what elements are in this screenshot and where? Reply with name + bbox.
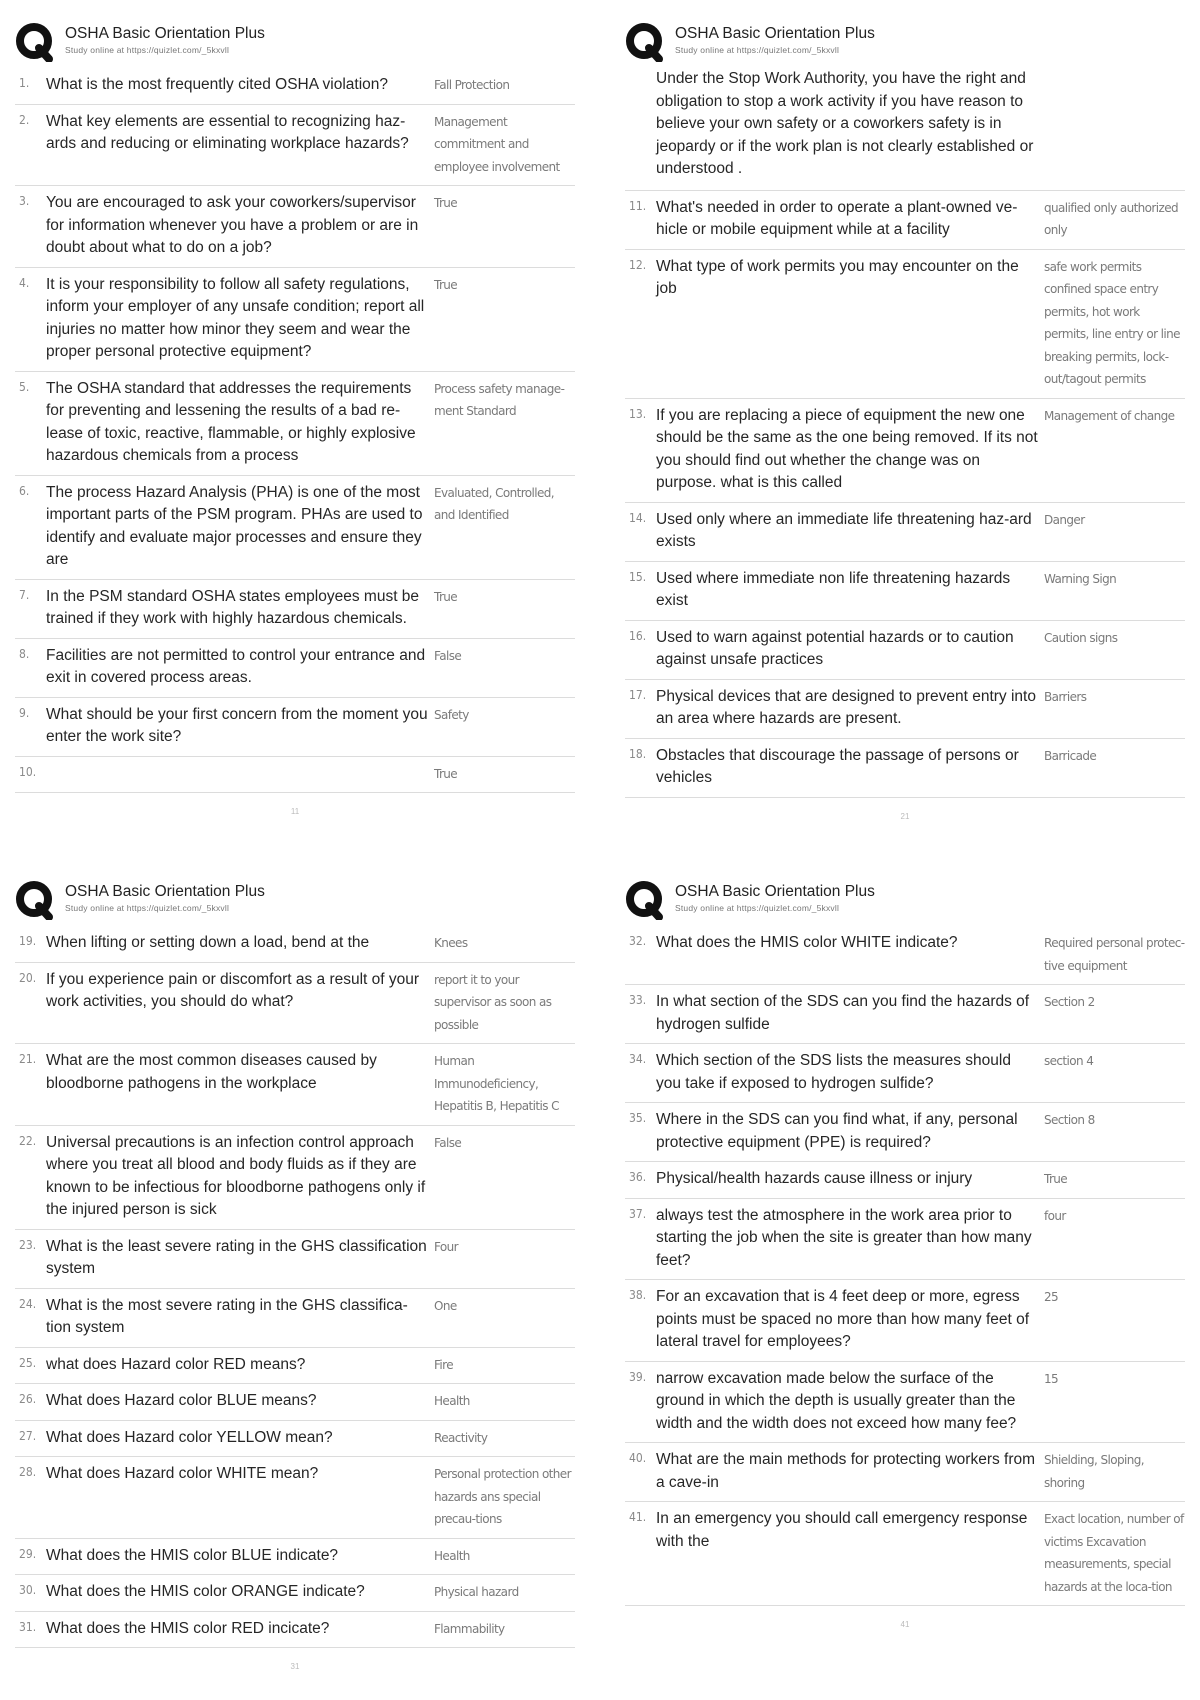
flashcard-row bbox=[625, 739, 1185, 798]
item-question: Facilities are not permitted to control your entrance and exit in covered process areas. bbox=[46, 646, 426, 686]
flashcard-row bbox=[15, 1230, 575, 1289]
item-number: 30. bbox=[19, 1583, 37, 1597]
flashcard-row bbox=[625, 1103, 1185, 1162]
item-number: 39. bbox=[629, 1369, 647, 1384]
item-number: 11. bbox=[629, 198, 647, 213]
item-question: narrow excavation made below the surface of the ground in which the depth is usually greater than the width and the width does not exceed how many fee? bbox=[656, 1369, 1017, 1432]
item-number: 9. bbox=[19, 705, 30, 720]
item-answer: Section 2 bbox=[1044, 995, 1095, 1009]
item-answer: True bbox=[434, 277, 458, 292]
item-number: 36. bbox=[629, 1170, 647, 1184]
item-number: 13. bbox=[629, 406, 647, 421]
item-number: 23. bbox=[19, 1237, 37, 1252]
document-page-3 bbox=[15, 878, 575, 1671]
item-number: 17. bbox=[629, 687, 647, 702]
item-question: The OSHA standard that addresses the requirements for preventing and lessening the results of a bad re-lease of toxic, reactive, flammable, or highly explosive hazardous chemicals from a process bbox=[46, 379, 416, 464]
item-number: 10. bbox=[19, 764, 37, 779]
item-answer: True bbox=[434, 589, 458, 604]
item-answer: Section 8 bbox=[1044, 1113, 1095, 1127]
item-answer: Caution signs bbox=[1044, 630, 1118, 645]
item-answer: four bbox=[1044, 1208, 1066, 1223]
item-answer: Physical hazard bbox=[434, 1585, 519, 1599]
item-answer: Reactivity bbox=[434, 1430, 488, 1445]
flashcard-row bbox=[15, 926, 575, 963]
item-answer: Health bbox=[434, 1394, 470, 1408]
header-subtitle: Study online at https://quizlet.com/_5kxvll bbox=[65, 903, 230, 913]
item-answer: Flammability bbox=[434, 1621, 505, 1636]
item-answer: qualified only authorized only bbox=[1044, 200, 1178, 237]
item-number: 33. bbox=[629, 993, 647, 1007]
flashcard-row bbox=[15, 1044, 575, 1126]
item-question: What does Hazard color WHITE mean? bbox=[46, 1465, 319, 1482]
quizlet-logo-icon bbox=[15, 880, 55, 920]
item-answer: Evaluated, Controlled, and Identified bbox=[434, 485, 554, 522]
item-question: What are the most common diseases caused by bloodborne pathogens in the workplace bbox=[46, 1052, 377, 1092]
flashcard-row bbox=[625, 1199, 1185, 1281]
item-number: 5. bbox=[19, 379, 30, 394]
item-question: always test the atmosphere in the work area prior to starting the job when the site is greater than how many feet? bbox=[656, 1206, 1032, 1269]
item-answer: Barriers bbox=[1044, 689, 1087, 704]
flashcard-row bbox=[15, 268, 575, 372]
item-question: Physical devices that are designed to prevent entry into an area where hazards are present. bbox=[656, 687, 1036, 727]
quizlet-logo-icon bbox=[625, 22, 665, 62]
item-answer: Management of change bbox=[1044, 408, 1175, 423]
flashcard-row bbox=[15, 1421, 575, 1458]
page-number: 31 bbox=[290, 1662, 300, 1671]
flashcard-row bbox=[625, 399, 1185, 503]
item-question: What should be your first concern from the moment you enter the work site? bbox=[46, 705, 428, 745]
item-answer: Knees bbox=[434, 936, 468, 950]
item-question: In what section of the SDS can you find the hazards of hydrogen sulfide bbox=[656, 993, 1030, 1033]
flashcard-row bbox=[15, 372, 575, 476]
item-question: The process Hazard Analysis (PHA) is one of the most important parts of the PSM program. PHAs are used to identify and evaluate major processes and ensure they are bbox=[46, 483, 423, 568]
flashcard-row bbox=[15, 476, 575, 580]
flashcard-row bbox=[15, 757, 575, 794]
flashcard-row bbox=[15, 698, 575, 757]
flashcard-row bbox=[625, 503, 1185, 562]
item-number: 3. bbox=[19, 194, 30, 208]
header-subtitle: Study online at https://quizlet.com/_5kxvll bbox=[675, 903, 840, 913]
item-number: 7. bbox=[19, 587, 30, 602]
item-number: 35. bbox=[629, 1111, 647, 1125]
item-answer: True bbox=[434, 196, 458, 210]
header-title: OSHA Basic Orientation Plus bbox=[675, 883, 875, 900]
item-answer: True bbox=[1044, 1172, 1068, 1186]
item-question bbox=[46, 763, 430, 786]
item-number: 27. bbox=[19, 1428, 37, 1443]
item-answer: Exact location, number of victims Excavation measurements, special hazards at the loca-tion bbox=[1044, 1512, 1184, 1594]
item-answer: True bbox=[434, 766, 458, 781]
header-title: OSHA Basic Orientation Plus bbox=[65, 883, 265, 900]
item-number: 1. bbox=[19, 76, 30, 90]
header-title: OSHA Basic Orientation Plus bbox=[65, 25, 265, 42]
item-answer: False bbox=[434, 1135, 462, 1150]
item-question: What is the most frequently cited OSHA violation? bbox=[46, 76, 389, 93]
flashcard-row bbox=[625, 562, 1185, 621]
item-number: 31. bbox=[19, 1619, 37, 1634]
page-header bbox=[15, 20, 575, 68]
item-question: In an emergency you should call emergency response with the bbox=[656, 1510, 1028, 1550]
flashcard-row bbox=[15, 639, 575, 698]
item-question: For an excavation that is 4 feet deep or more, egress points must be spaced no more than how many feet of lateral travel for employees? bbox=[656, 1288, 1030, 1350]
item-answer: False bbox=[434, 648, 462, 663]
flashcard-row bbox=[625, 191, 1185, 250]
item-answer: Barricade bbox=[1044, 748, 1097, 763]
item-answer: report it to your supervisor as soon as possible bbox=[434, 972, 552, 1032]
item-question: In the PSM standard OSHA states employees must be trained if they work with highly hazardous chemicals. bbox=[46, 587, 420, 627]
item-question: Obstacles that discourage the passage of persons or vehicles bbox=[656, 746, 1019, 786]
quizlet-logo-icon bbox=[15, 22, 55, 62]
flashcard-row bbox=[15, 963, 575, 1045]
header-text bbox=[675, 878, 875, 914]
item-number: 4. bbox=[19, 275, 30, 290]
header-title: OSHA Basic Orientation Plus bbox=[675, 25, 875, 42]
quizlet-logo-icon bbox=[625, 880, 665, 920]
page-number: 41 bbox=[900, 1620, 910, 1629]
item-number: 26. bbox=[19, 1392, 37, 1406]
item-question: If you experience pain or discomfort as a result of your work activities, you should do what? bbox=[46, 970, 420, 1010]
item-answer: Fire bbox=[434, 1357, 454, 1372]
header-text bbox=[65, 878, 265, 914]
flashcard-row bbox=[625, 1044, 1185, 1103]
page-header bbox=[625, 878, 1185, 926]
item-question: Used only where an immediate life threatening haz-ard exists bbox=[656, 510, 1032, 550]
document-page-1 bbox=[15, 20, 575, 816]
header-text bbox=[65, 20, 265, 56]
item-question: What does the HMIS color ORANGE indicate? bbox=[46, 1583, 365, 1600]
item-number: 34. bbox=[629, 1052, 647, 1066]
item-number: 40. bbox=[629, 1451, 647, 1465]
flashcard-row bbox=[15, 186, 575, 268]
flashcard-row bbox=[15, 1289, 575, 1348]
flashcard-row bbox=[625, 621, 1185, 680]
item-number: 22. bbox=[19, 1133, 37, 1148]
item-question: What does Hazard color YELLOW mean? bbox=[46, 1428, 333, 1446]
header-subtitle: Study online at https://quizlet.com/_5kxvll bbox=[675, 45, 840, 55]
item-answer: Required personal protec-tive equipment bbox=[1044, 936, 1185, 973]
flashcard-row bbox=[625, 985, 1185, 1044]
item-question: What is the least severe rating in the GHS classification system bbox=[46, 1237, 427, 1277]
item-question: You are encouraged to ask your coworkers/supervisor for information whenever you have a problem or are in doubt about what to do on a job? bbox=[46, 194, 419, 256]
flashcard-row bbox=[15, 1575, 575, 1612]
item-answer: Safety bbox=[434, 707, 469, 722]
item-question: What does Hazard color BLUE means? bbox=[46, 1392, 317, 1409]
item-question: It is your responsibility to follow all safety regulations, inform your employer of any unsafe condition; report all injuries no matter how minor they seem and wear the proper personal protective equipment? bbox=[46, 275, 425, 360]
item-question: Universal precautions is an infection control approach where you treat all blood and body fluids as if they are known to be infectious for bloodborne pathogens only if the injured person is sick bbox=[46, 1133, 426, 1218]
item-answer: 15 bbox=[1044, 1371, 1059, 1386]
item-number: 28. bbox=[19, 1465, 37, 1479]
item-number: 20. bbox=[19, 970, 37, 985]
flashcard-row bbox=[15, 1384, 575, 1421]
item-question: Used where immediate non life threatening hazards exist bbox=[656, 569, 1011, 609]
item-answer: section 4 bbox=[1044, 1054, 1094, 1068]
item-number: 8. bbox=[19, 646, 30, 661]
flashcard-row bbox=[625, 1162, 1185, 1199]
item-number: 6. bbox=[19, 483, 30, 498]
page-number: 11 bbox=[290, 807, 300, 816]
document-page-4 bbox=[625, 878, 1185, 1629]
flashcard-row bbox=[625, 1280, 1185, 1362]
flashcard-row bbox=[15, 68, 575, 105]
item-answer: Management commitment and employee involvement bbox=[434, 114, 560, 174]
item-question: What does the HMIS color WHITE indicate? bbox=[656, 934, 958, 951]
flashcard-row bbox=[15, 1348, 575, 1385]
flashcard-row bbox=[15, 105, 575, 187]
item-answer: Shielding, Sloping, shoring bbox=[1044, 1453, 1144, 1490]
item-answer: 25 bbox=[1044, 1290, 1059, 1304]
header-text bbox=[675, 20, 875, 56]
item-number: 41. bbox=[629, 1510, 647, 1524]
item-question: What does the HMIS color RED incicate? bbox=[46, 1619, 330, 1637]
item-number: 21. bbox=[19, 1052, 37, 1066]
flashcard-row bbox=[15, 1126, 575, 1230]
item-question: what does Hazard color RED means? bbox=[46, 1355, 306, 1373]
item-number: 15. bbox=[629, 569, 647, 584]
item-number: 29. bbox=[19, 1546, 37, 1561]
item-answer: Four bbox=[434, 1239, 458, 1254]
flashcard-row bbox=[15, 1612, 575, 1649]
item-number: 18. bbox=[629, 746, 647, 761]
page-header bbox=[625, 20, 1185, 68]
item-answer: Fall Protection bbox=[434, 78, 510, 92]
item-question: When lifting or setting down a load, bend at the bbox=[46, 934, 370, 951]
item-number: 19. bbox=[19, 934, 37, 948]
page-header bbox=[15, 878, 575, 926]
item-number: 16. bbox=[629, 628, 647, 643]
item-number: 2. bbox=[19, 112, 30, 127]
flashcard-row bbox=[625, 680, 1185, 739]
item-number: 38. bbox=[629, 1288, 647, 1302]
flashcard-row bbox=[625, 926, 1185, 985]
item-question: What's needed in order to operate a plant-owned ve-hicle or mobile equipment while at a facility bbox=[656, 198, 1018, 238]
item-number: 25. bbox=[19, 1355, 37, 1370]
item-question: What key elements are essential to recognizing haz-ards and reducing or eliminating workplace hazards? bbox=[46, 112, 409, 152]
item-question: Used to warn against potential hazards or to caution against unsafe practices bbox=[656, 628, 1014, 668]
flashcard-row bbox=[625, 250, 1185, 399]
item-number: 24. bbox=[19, 1296, 37, 1311]
item-question: Which section of the SDS lists the measures should you take if exposed to hydrogen sulfide? bbox=[656, 1052, 1011, 1092]
flashcard-row bbox=[15, 1539, 575, 1576]
item-question: What does the HMIS color BLUE indicate? bbox=[46, 1546, 339, 1564]
item-answer: Process safety manage-ment Standard bbox=[434, 381, 565, 418]
item-answer: Health bbox=[434, 1548, 470, 1563]
page-number: 21 bbox=[900, 811, 910, 821]
flashcard-row bbox=[15, 580, 575, 639]
item-question: What type of work permits you may encounter on the job bbox=[656, 257, 1019, 297]
flashcard-row bbox=[625, 1443, 1185, 1502]
item-number: 12. bbox=[629, 257, 647, 272]
flashcard-row bbox=[625, 1502, 1185, 1606]
item-question: Where in the SDS can you find what, if any, personal protective equipment (PPE) is required? bbox=[656, 1111, 1018, 1151]
continued-answer-text: Under the Stop Work Authority, you have the right and obligation to stop a work activity if you have reason to believe your own safety or a coworkers safety is in jeopardy or if the work plan is not clearly established or understood . bbox=[625, 68, 1185, 191]
flashcard-row bbox=[625, 1362, 1185, 1444]
item-number: 14. bbox=[629, 510, 647, 525]
item-answer: Danger bbox=[1044, 512, 1085, 527]
item-question: What is the most severe rating in the GHS classifica-tion system bbox=[46, 1296, 408, 1336]
item-answer: One bbox=[434, 1298, 457, 1313]
item-question: What are the main methods for protecting workers from a cave-in bbox=[656, 1451, 1036, 1491]
item-number: 32. bbox=[629, 934, 647, 948]
item-answer: safe work permits confined space entry permits, hot work permits, line entry or line breaking permits, lock-out/tagout permits bbox=[1044, 259, 1180, 386]
header-subtitle: Study online at https://quizlet.com/_5kxvll bbox=[65, 45, 230, 55]
item-question: Physical/health hazards cause illness or injury bbox=[656, 1170, 973, 1187]
item-number: 37. bbox=[629, 1206, 647, 1221]
item-answer: Warning Sign bbox=[1044, 571, 1117, 586]
flashcard-row bbox=[15, 1457, 575, 1539]
item-answer: Personal protection other hazards ans special precau-tions bbox=[434, 1467, 571, 1526]
item-answer: Human Immunodeficiency, Hepatitis B, Hepatitis C bbox=[434, 1054, 559, 1113]
document-page-2 bbox=[625, 20, 1185, 821]
item-question: If you are replacing a piece of equipment the new one should be the same as the one being removed. If its not you should find out whether the change was on purpose. what is this called bbox=[656, 406, 1038, 491]
